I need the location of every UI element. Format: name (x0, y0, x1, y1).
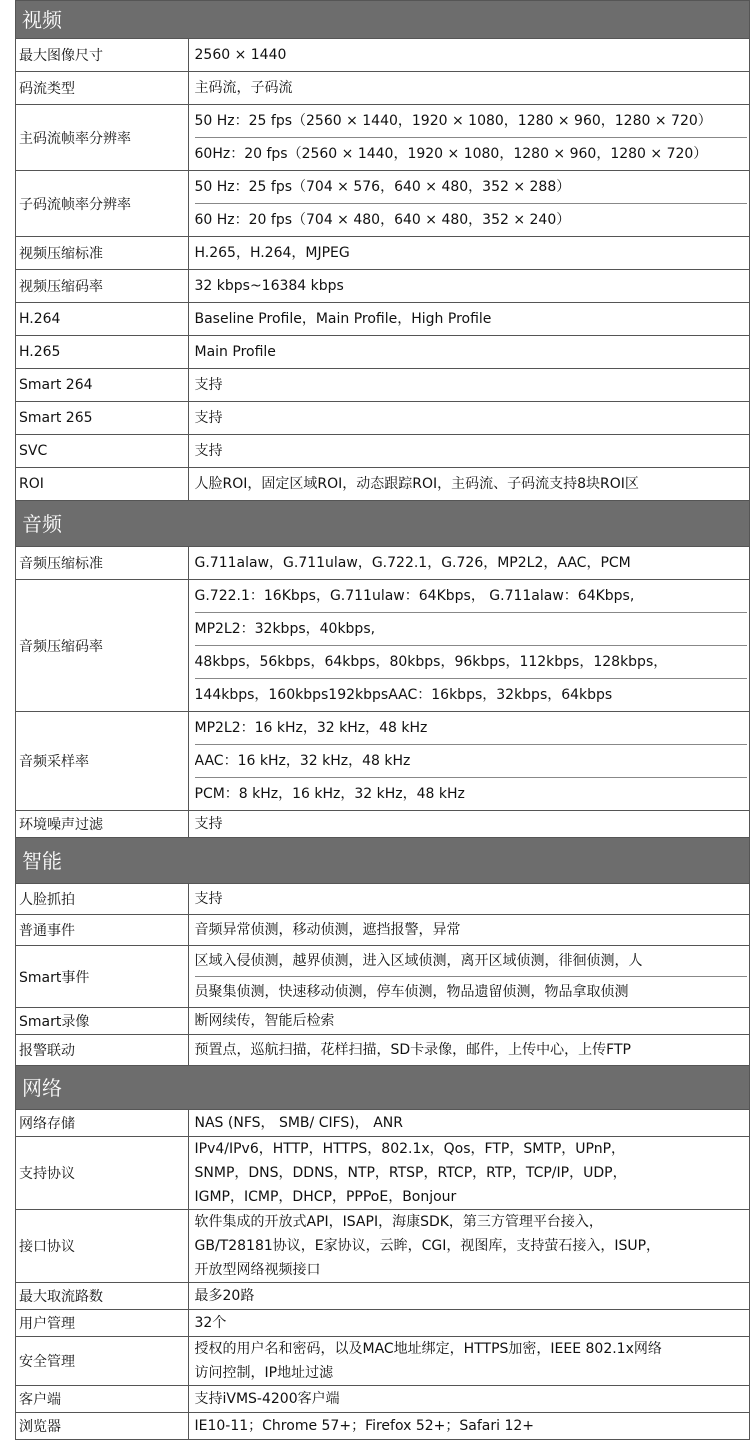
section-header: 智能 (16, 837, 749, 883)
spec-label: SVC (16, 435, 188, 468)
spec-value-line: SNMP，DNS，DDNS，NTP，RTSP，RTCP，RTP，TCP/IP，UDP， (194, 1165, 627, 1181)
spec-table (16, 38, 749, 500)
spec-table (16, 546, 749, 837)
spec-value (188, 1310, 749, 1337)
table-row (16, 39, 749, 72)
spec-value-line: G.711alaw，G.711ulaw，G.722.1，G.726，MP2L2，AAC，PCM (194, 555, 631, 571)
table-row (16, 1386, 749, 1413)
spec-value (188, 1210, 749, 1283)
spec-value (188, 1413, 749, 1440)
spec-value (188, 39, 749, 72)
table-row (16, 547, 749, 580)
table-row (16, 270, 749, 303)
spec-value (188, 580, 749, 712)
spec-label: 用户管理 (16, 1310, 188, 1337)
spec-value (188, 1337, 749, 1386)
table-row (16, 237, 749, 270)
spec-value (188, 1386, 749, 1413)
spec-value-line: 区域入侵侦测，越界侦测，进入区域侦测，离开区域侦测，徘徊侦测，人 (194, 953, 643, 969)
spec-label: 环境噪声过滤 (16, 811, 188, 838)
spec-label: 音频压缩标准 (16, 547, 188, 580)
table-row (16, 369, 749, 402)
table-row (16, 1310, 749, 1337)
spec-value-line: 支持 (194, 377, 223, 393)
table-row (16, 580, 749, 712)
table-row (16, 72, 749, 105)
spec-label: Smart事件 (16, 946, 188, 1008)
table-row (16, 915, 749, 946)
table-row (16, 105, 749, 171)
table-row (16, 468, 749, 501)
spec-value (188, 402, 749, 435)
spec-value-line: 访问控制，IP地址过滤 (194, 1365, 334, 1381)
table-row (16, 1008, 749, 1035)
spec-value (188, 435, 749, 468)
spec-value (188, 171, 749, 237)
spec-value-line: GB/T28181协议，E家协议，云眸，CGI，视图库，支持萤石接入，ISUP， (194, 1238, 661, 1254)
spec-table (16, 1109, 749, 1439)
spec-value-line: 员聚集侦测，快速移动侦测，停车侦测，物品遗留侦测，物品拿取侦测 (195, 976, 748, 1007)
spec-value (188, 811, 749, 838)
spec-label: 主码流帧率分辨率 (16, 105, 188, 171)
spec-value (188, 72, 749, 105)
spec-value-line: 支持 (194, 410, 223, 426)
spec-label: 音频采样率 (16, 712, 188, 811)
spec-value-line: AAC：16 kHz，32 kHz，48 kHz (195, 744, 748, 777)
spec-value (188, 270, 749, 303)
spec-value-line: 支持iVMS-4200客户端 (194, 1391, 340, 1407)
spec-label: 人脸抓拍 (16, 884, 188, 915)
spec-label: 接口协议 (16, 1210, 188, 1283)
spec-value-line: 32 kbps~16384 kbps (194, 278, 344, 294)
spec-value-line: 授权的用户名和密码，以及MAC地址绑定，HTTPS加密，IEEE 802.1x网络 (194, 1341, 662, 1357)
spec-value-line: 32个 (194, 1315, 227, 1331)
spec-value (188, 303, 749, 336)
spec-value-line: 144kbps，160kbps192kbpsAAC：16kbps，32kbps，64kbps (195, 678, 748, 711)
spec-label: Smart 264 (16, 369, 188, 402)
spec-value-line: H.265，H.264，MJPEG (194, 245, 350, 261)
spec-label: 码流类型 (16, 72, 188, 105)
spec-label: H.265 (16, 336, 188, 369)
spec-value-line: 48kbps，56kbps，64kbps，80kbps，96kbps，112kbps，128kbps， (195, 645, 748, 678)
spec-value-line: 50 Hz：25 fps（2560 × 1440，1920 × 1080，1280 × 960，1280 × 720） (194, 113, 712, 129)
table-row (16, 1110, 749, 1137)
spec-value-line: 2560 × 1440 (194, 47, 287, 63)
spec-value-line: 人脸ROI，固定区域ROI，动态跟踪ROI，主码流、子码流支持8块ROI区 (194, 476, 639, 492)
spec-value (188, 915, 749, 946)
spec-label: ROI (16, 468, 188, 501)
spec-value-line: NAS (NFS， SMB/ CIFS)， ANR (194, 1115, 403, 1131)
spec-value-line: 主码流，子码流 (194, 80, 293, 96)
table-row (16, 1413, 749, 1440)
spec-value-line: IE10-11；Chrome 57+；Firefox 52+；Safari 12+ (194, 1418, 535, 1434)
spec-label: Smart录像 (16, 1008, 188, 1035)
spec-table (16, 883, 749, 1065)
section-header: 网络 (16, 1065, 749, 1109)
table-row (16, 1137, 749, 1210)
spec-value (188, 1035, 749, 1066)
table-row (16, 336, 749, 369)
spec-value (188, 1110, 749, 1137)
spec-value-line: IGMP，ICMP，DHCP，PPPoE，Bonjour (194, 1189, 457, 1205)
spec-value-line: 支持 (194, 443, 223, 459)
spec-value-line: 预置点，巡航扫描，花样扫描，SD卡录像，邮件，上传中心，上传FTP (194, 1042, 631, 1058)
spec-label: 安全管理 (16, 1337, 188, 1386)
spec-value-line: 最多20路 (194, 1288, 255, 1304)
spec-value (188, 1283, 749, 1310)
spec-value-line: PCM：8 kHz，16 kHz，32 kHz，48 kHz (195, 777, 748, 810)
spec-label: 普通事件 (16, 915, 188, 946)
spec-value-line: MP2L2：32kbps，40kbps, (195, 612, 748, 645)
spec-value-line: 60Hz：20 fps（2560 × 1440，1920 × 1080，1280 × 960，1280 × 720） (195, 137, 748, 170)
spec-sheet (15, 0, 750, 1440)
spec-value-line: 音频异常侦测，移动侦测，遮挡报警，异常 (194, 922, 461, 938)
spec-label: H.264 (16, 303, 188, 336)
table-row (16, 1035, 749, 1066)
table-row (16, 884, 749, 915)
spec-label: 支持协议 (16, 1137, 188, 1210)
spec-value (188, 1137, 749, 1210)
spec-value-line: IPv4/IPv6，HTTP，HTTPS，802.1x，Qos，FTP，SMTP，UPnP， (194, 1141, 626, 1157)
spec-value-line: 开放型网络视频接口 (194, 1262, 321, 1278)
spec-value (188, 237, 749, 270)
spec-value (188, 468, 749, 501)
spec-label: 视频压缩码率 (16, 270, 188, 303)
spec-value-line: 支持 (194, 891, 223, 907)
table-row (16, 303, 749, 336)
spec-value-line: 60 Hz：20 fps（704 × 480，640 × 480，352 × 240） (195, 203, 748, 236)
spec-value-line: 50 Hz：25 fps（704 × 576，640 × 480，352 × 288） (194, 179, 571, 195)
table-row (16, 946, 749, 1008)
spec-value-line: 支持 (194, 816, 223, 832)
table-row (16, 1337, 749, 1386)
table-row (16, 171, 749, 237)
spec-value (188, 336, 749, 369)
table-row (16, 1210, 749, 1283)
spec-value-line: Baseline Profile，Main Profile，High Profile (194, 311, 492, 327)
spec-value (188, 884, 749, 915)
spec-label: 视频压缩标准 (16, 237, 188, 270)
table-row (16, 811, 749, 838)
section-header: 音频 (16, 500, 749, 546)
spec-value (188, 105, 749, 171)
spec-value (188, 547, 749, 580)
spec-label: 音频压缩码率 (16, 580, 188, 712)
spec-value-line: Main Profile (194, 344, 276, 360)
spec-value (188, 712, 749, 811)
spec-label: 浏览器 (16, 1413, 188, 1440)
table-row (16, 435, 749, 468)
spec-label: 子码流帧率分辨率 (16, 171, 188, 237)
spec-value-line: G.722.1：16Kbps，G.711ulaw：64Kbps， G.711alaw：64Kbps, (194, 588, 635, 604)
spec-value-line: MP2L2：16 kHz，32 kHz，48 kHz (194, 720, 428, 736)
spec-label: 客户端 (16, 1386, 188, 1413)
spec-label: 最大取流路数 (16, 1283, 188, 1310)
spec-label: 最大图像尺寸 (16, 39, 188, 72)
table-row (16, 1283, 749, 1310)
table-row (16, 712, 749, 811)
spec-value-line: 软件集成的开放式API，ISAPI，海康SDK，第三方管理平台接入， (194, 1214, 603, 1230)
spec-value (188, 946, 749, 1008)
spec-label: 网络存储 (16, 1110, 188, 1137)
spec-value-line: 断网续传，智能后检索 (194, 1013, 335, 1029)
spec-label: Smart 265 (16, 402, 188, 435)
spec-value (188, 369, 749, 402)
table-row (16, 402, 749, 435)
spec-label: 报警联动 (16, 1035, 188, 1066)
section-header: 视频 (16, 0, 749, 38)
spec-value (188, 1008, 749, 1035)
